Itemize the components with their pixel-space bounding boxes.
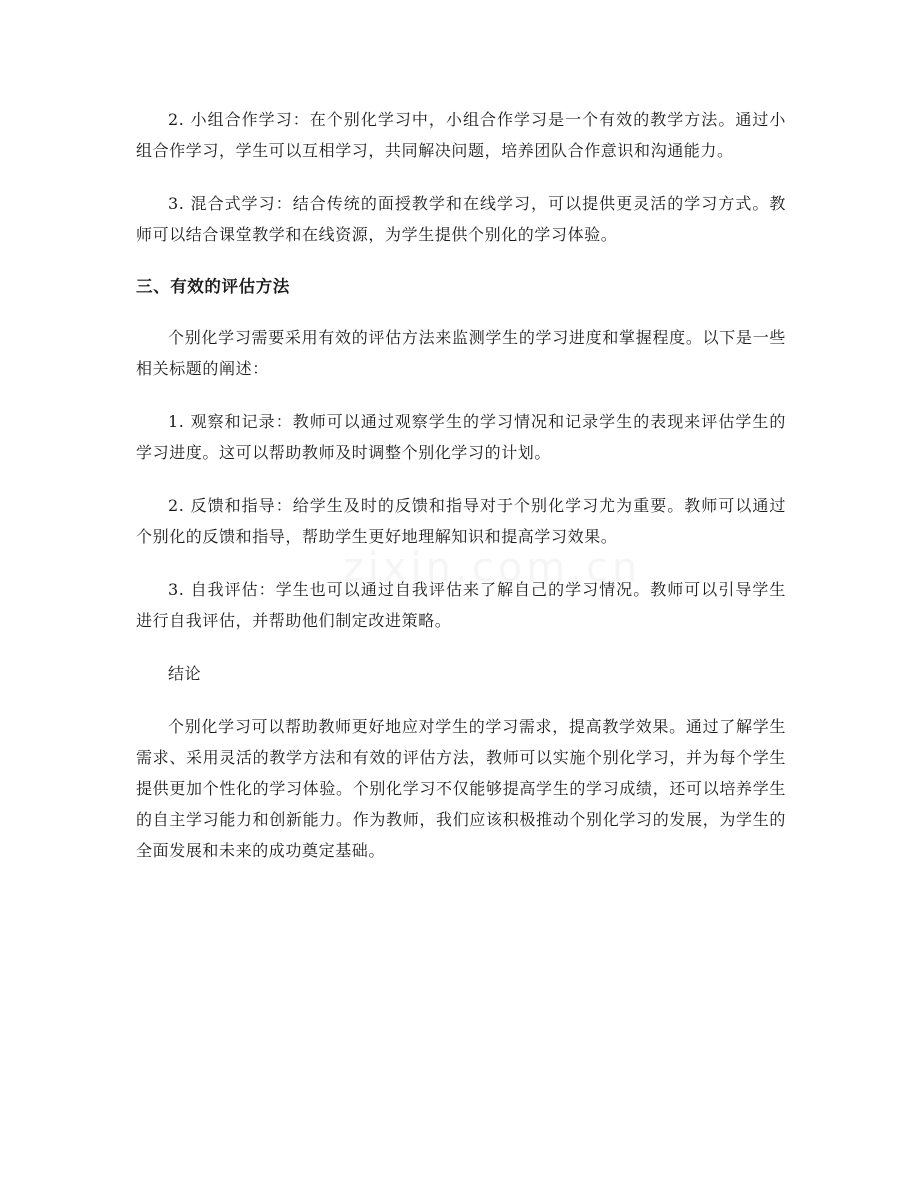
paragraph-observation-recording: 1. 观察和记录：教师可以通过观察学生的学习情况和记录学生的表现来评估学生的学习进度。这可以帮助教师及时调整个别化学习的计划。 xyxy=(136,412,786,462)
paragraph-small-group-learning: 2. 小组合作学习：在个别化学习中，小组合作学习是一个有效的教学方法。通过小组合作学习，学生可以互相学习，共同解决问题，培养团队合作意识和沟通能力。 xyxy=(136,110,786,160)
paragraph-blended-learning: 3. 混合式学习：结合传统的面授教学和在线学习，可以提供更灵活的学习方式。教师可以结合课堂教学和在线资源，为学生提供个别化的学习体验。 xyxy=(136,194,786,244)
paragraph-evaluation-intro: 个别化学习需要采用有效的评估方法来监测学生的学习进度和掌握程度。以下是一些相关标题的阐述： xyxy=(136,328,786,378)
paragraph-feedback-guidance: 2. 反馈和指导：给学生及时的反馈和指导对于个别化学习尤为重要。教师可以通过个别化的反馈和指导，帮助学生更好地理解知识和提高学习效果。 xyxy=(136,496,786,546)
section-heading-evaluation: 三、有效的评估方法 xyxy=(136,277,290,296)
paragraph-self-assessment: 3. 自我评估：学生也可以通过自我评估来了解自己的学习情况。教师可以引导学生进行自我评估，并帮助他们制定改进策略。 xyxy=(136,580,786,630)
paragraph-conclusion: 个别化学习可以帮助教师更好地应对学生的学习需求，提高教学效果。通过了解学生需求、采用灵活的教学方法和有效的评估方法，教师可以实施个别化学习，并为每个学生提供更加个性化的学习体验。个别化学习不仅能够提高学生的学习成绩，还可以培养学生的自主学习能力和创新能力。作为教师，我们应该积极推动个别化学习的发展，为学生的全面发展和未来的成功奠定基础。 xyxy=(136,717,786,860)
document-page xyxy=(136,104,786,888)
conclusion-label: 结论 xyxy=(168,664,202,683)
